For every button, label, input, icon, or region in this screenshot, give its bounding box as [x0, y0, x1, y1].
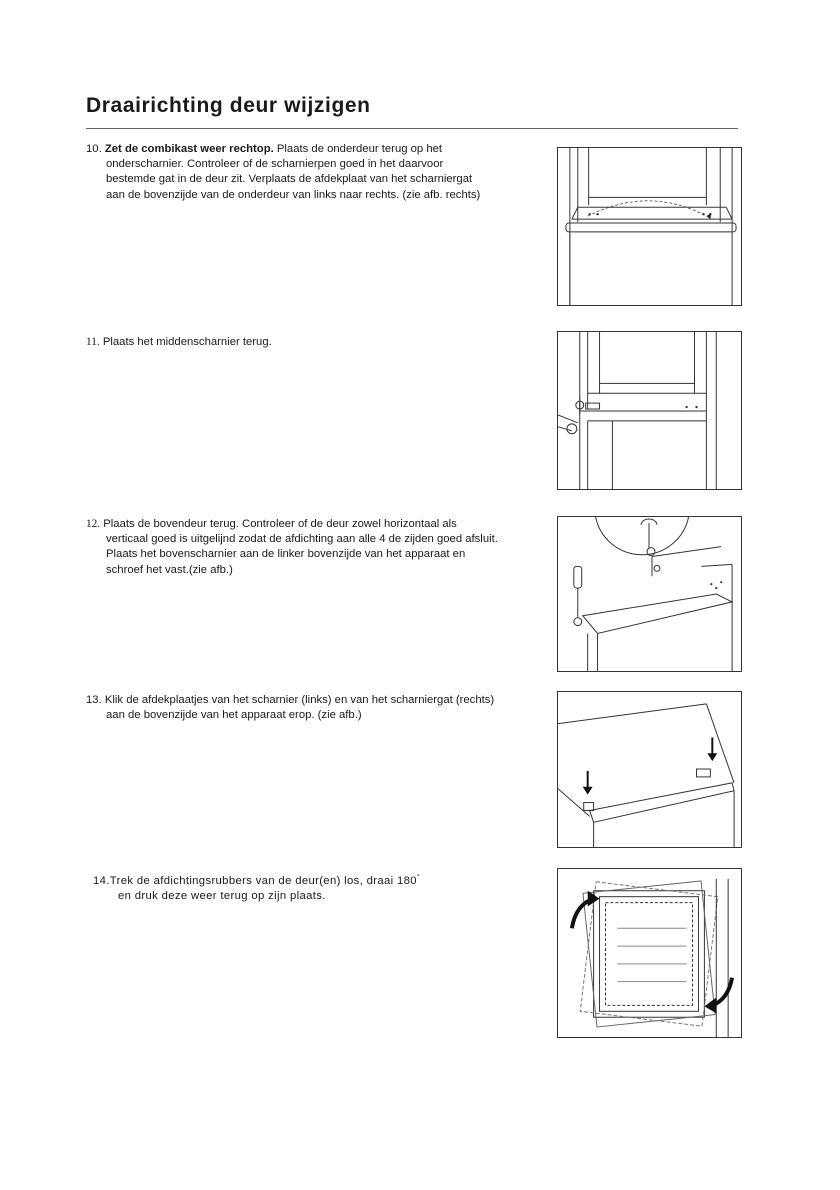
middle-hinge-figure [557, 331, 742, 490]
door-gasket-rotate-figure [557, 868, 742, 1038]
step-13-line-1 [86, 693, 546, 708]
step-12-line-4: schroef het vast.(zie afb.) [106, 563, 233, 576]
step-13 [86, 693, 546, 723]
cover-plates-figure [557, 691, 742, 848]
step-12-line-2: verticaal goed is uitgelijnd zodat de afdichting aan alle 4 de zijden goed afsluit. [106, 533, 498, 546]
step-13-line-2: aan de bovenzijde van het apparaat erop. (zie afb.) [106, 709, 362, 722]
step-number: 14. [93, 874, 110, 887]
step-number: 13. [86, 694, 102, 706]
step-11-line-1 [86, 335, 546, 350]
down-arrow-icon [707, 737, 717, 761]
step-12-line-3: Plaats het bovenscharnier aan de linker bovenzijde van het apparaat en [106, 548, 466, 561]
step-12 [86, 517, 546, 578]
step-number: 12. [86, 518, 101, 530]
step-14-line-2: en druk deze weer terug op zijn plaats. [118, 889, 326, 902]
step-14-line-1 [86, 870, 546, 889]
step-10-text: Plaats de onderdeur terug op het [273, 143, 443, 155]
screw-icon [574, 519, 660, 626]
step-11-text: Plaats het middenscharnier terug. [99, 336, 272, 348]
step-12-text: Plaats de bovendeur terug. Controleer of de deur zowel horizontaal als [100, 518, 457, 530]
step-10-line-1 [86, 142, 546, 157]
step-10-line-4: aan de bovenzijde van de onderdeur van links naar rechts. (zie afb. rechts) [106, 188, 481, 201]
step-14-text: Trek de afdichtingsrubbers van de deur(en) los, draai 180 [109, 874, 417, 887]
page-title: Draairichting deur wijzigen [86, 94, 371, 117]
step-10-bold-lead: Zet de combikast weer rechtop. [104, 143, 274, 155]
step-11 [86, 335, 546, 350]
degree-mark: ° [416, 874, 421, 881]
step-14 [86, 870, 546, 904]
step-number: 10. [86, 143, 102, 155]
step-number: 11. [86, 336, 100, 348]
title-divider [86, 128, 738, 129]
step-12-line-1 [86, 517, 546, 532]
step-10 [86, 142, 546, 203]
screw-icon [567, 397, 584, 434]
screwdriver-icon [574, 566, 582, 617]
down-arrow-icon [583, 771, 593, 795]
step-10-line-3: bestemde gat in de deur zit. Verplaats de afdekplaat van het scharniergat [106, 173, 473, 186]
top-hinge-screw-figure [557, 516, 742, 672]
lower-door-hinge-cover-figure [557, 147, 742, 306]
step-13-text: Klik de afdekplaatjes van het scharnier (links) en van het scharniergat (rechts) [101, 694, 495, 706]
step-10-line-2: onderscharnier. Controleer of de scharnierpen goed in het daarvoor [106, 158, 444, 171]
